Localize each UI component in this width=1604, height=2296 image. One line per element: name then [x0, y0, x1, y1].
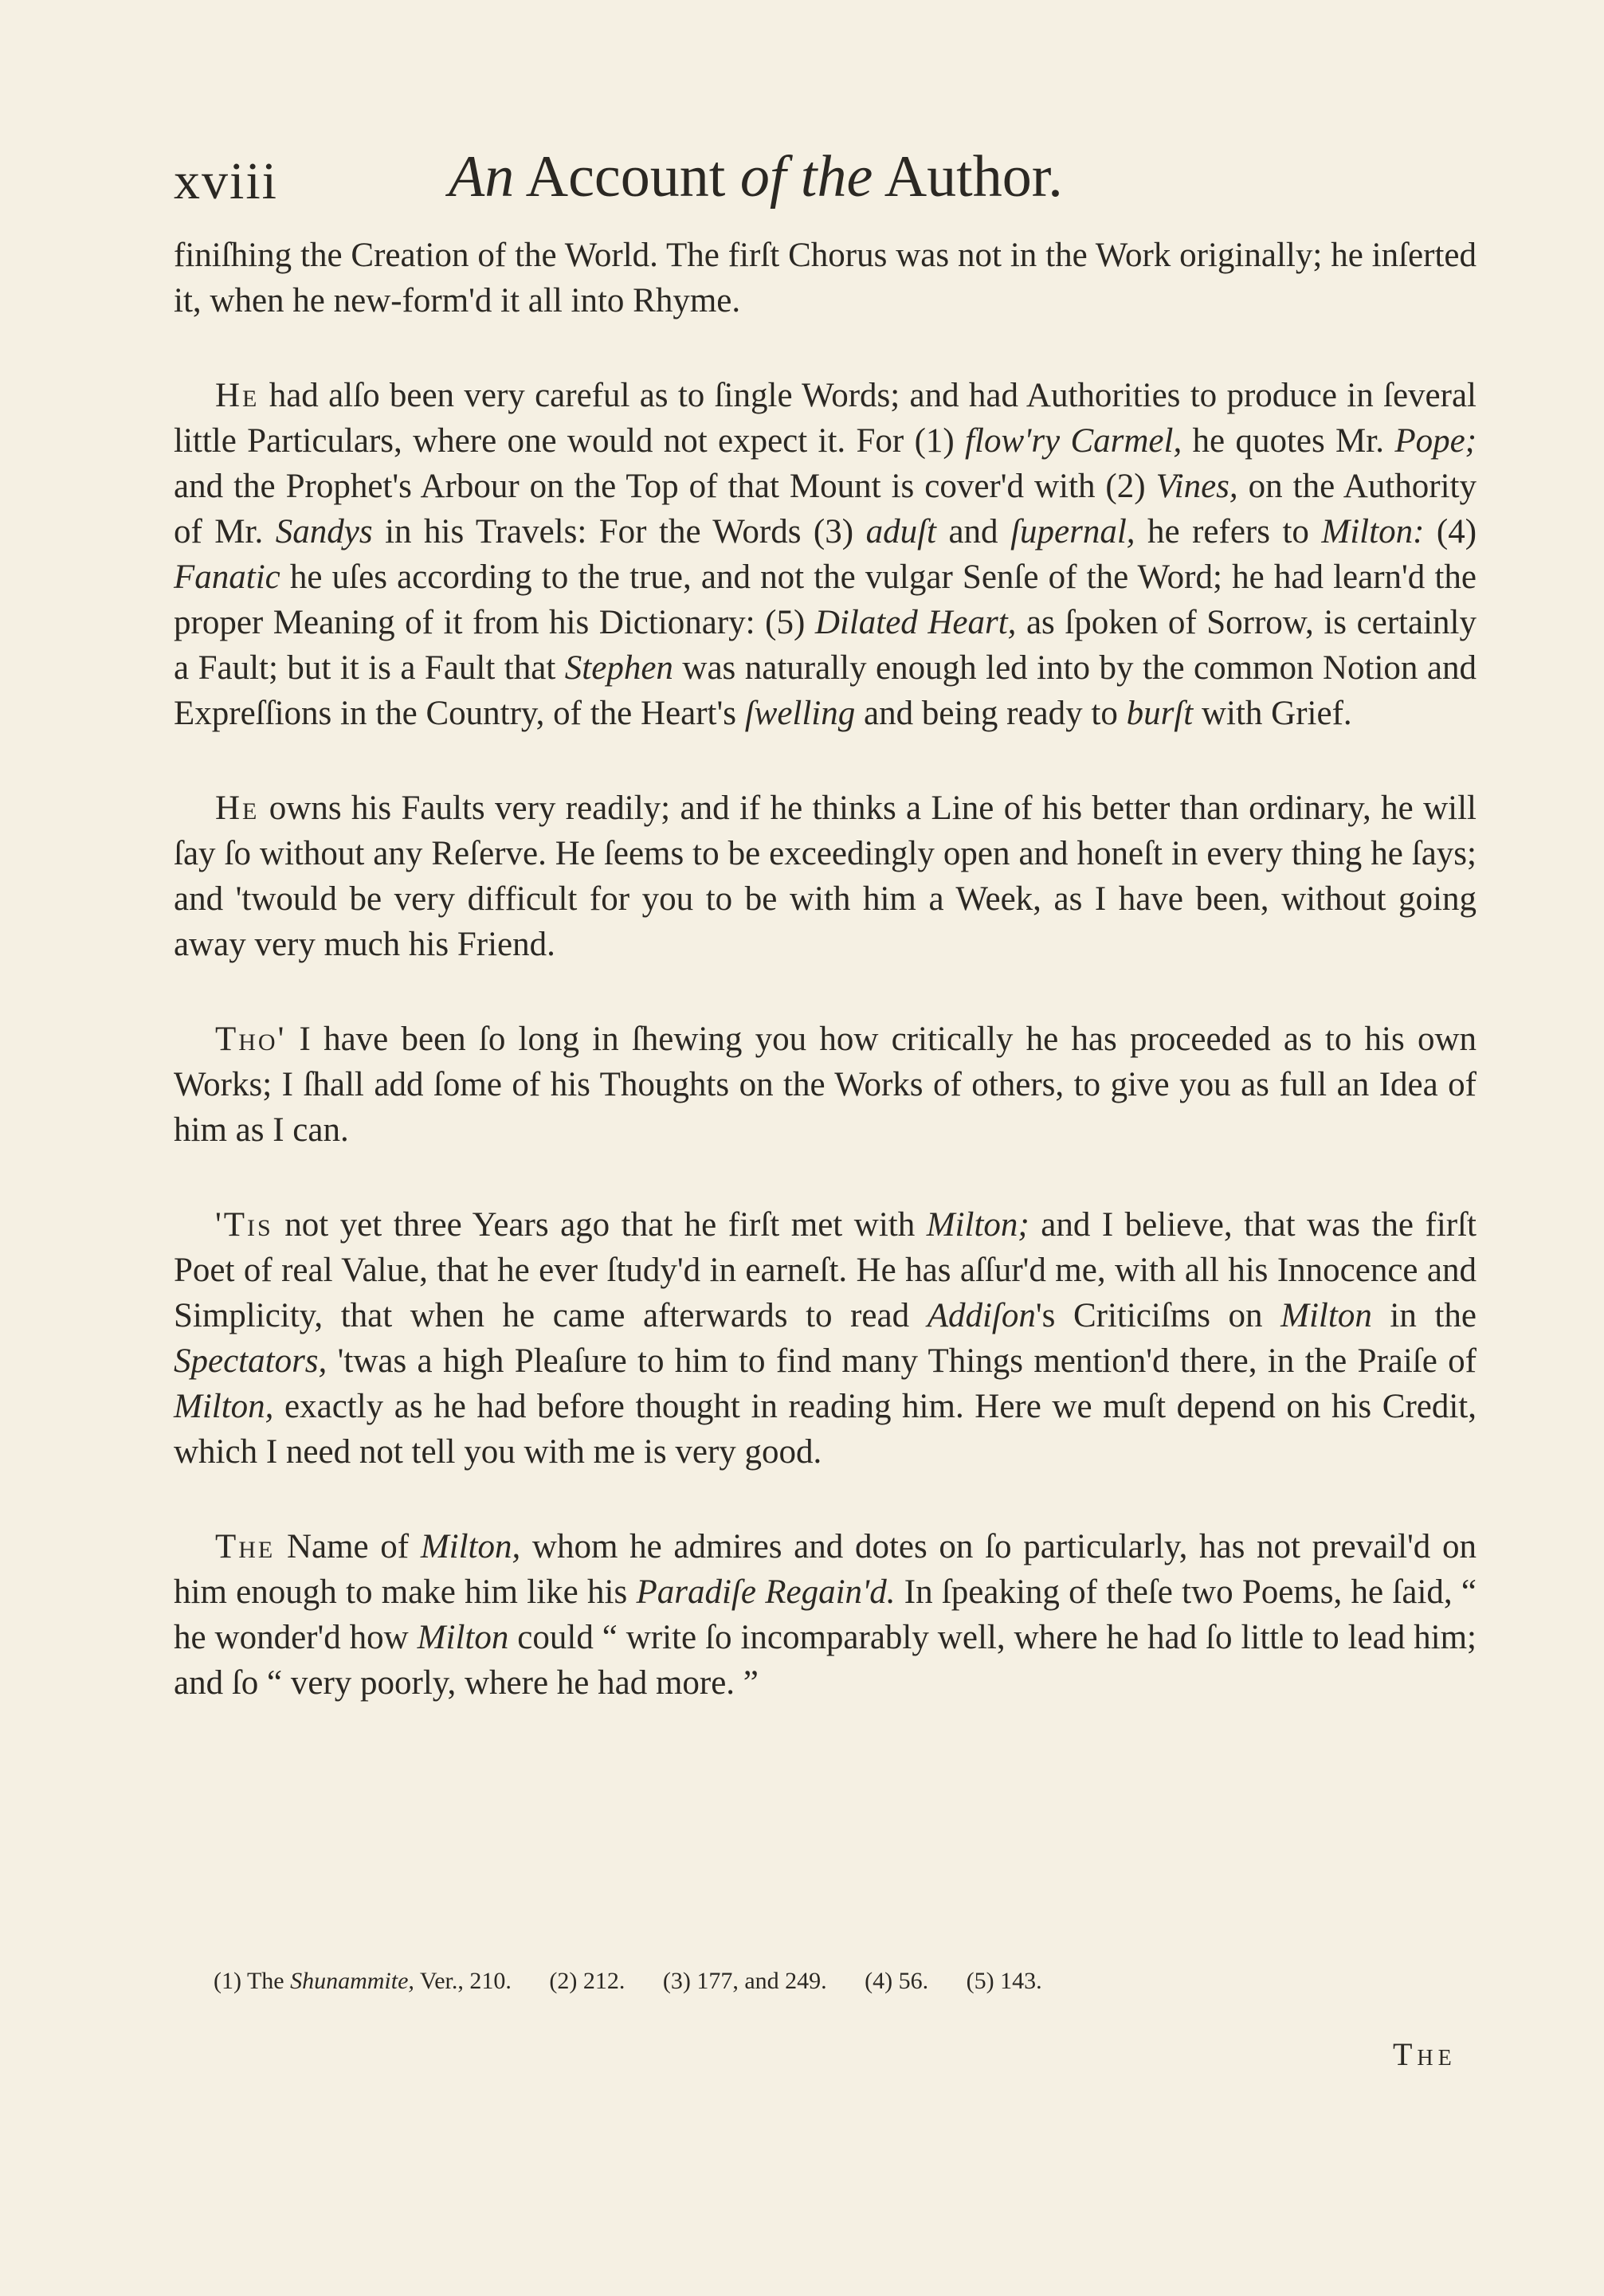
text-run: he uſes according to the true, and not the vulgar Senſe of the Word; he had learn'd the proper Meaning of it from his Dictionary: (5) [174, 558, 1477, 641]
title-author: Author. [884, 144, 1063, 210]
lead-word: He [215, 789, 260, 827]
text-run: and I believe, that was the firſt Poet of real Value, that he ever ſtudy'd in earneſt. He has aſſur'd me, with all his Innocence and Simplicity, that when he came afterwards to read [174, 1206, 1477, 1334]
italic-run: aduſt [865, 513, 936, 550]
footnote-5: (5) 143. [966, 1968, 1042, 1994]
italic-run: Paradiſe Regain'd. [636, 1573, 896, 1611]
text-run: he refers to [1135, 513, 1322, 550]
paragraph-1: finiſhing the Creation of the World. The firſt Chorus was not in the Work originally; he inſerted it, when he new-form'd it all into Rhyme. [174, 237, 1477, 319]
lead-word: 'Tis [215, 1206, 273, 1244]
text-run: he quotes Mr. [1182, 422, 1395, 460]
page-number: xviii [174, 152, 279, 210]
footnote-text: Ver., 210. [419, 1968, 512, 1994]
italic-run: Milton, [420, 1528, 521, 1565]
footnotes [214, 1968, 1480, 1995]
italic-run: Milton [417, 1619, 509, 1656]
italic-run: flow'ry Carmel, [965, 422, 1182, 460]
text-run: whom he admires and dotes on ſo particularly, has not prevail'd on him enough to make him like his [174, 1528, 1477, 1611]
italic-run: Fanatic [174, 558, 280, 596]
italic-run: Spectators, [174, 1342, 327, 1380]
paragraph-2 [174, 373, 1477, 736]
italic-run: Addiſon [927, 1297, 1036, 1334]
title-account: Account [525, 144, 726, 210]
text-run: I have been ſo long in ſhewing you how critically he has proceeded as to his own Works; I ſhall add ſome of his Thoughts on the Works of others, to give you as full an Idea of him as I can. [174, 1021, 1477, 1149]
lead-word: The [215, 1528, 276, 1565]
text-run: had alſo been very careful as to ſingle Words; and had Authorities to produce in ſeveral little Particulars, where one would not expect it. For (1) [174, 377, 1477, 460]
italic-run: Milton [1280, 1297, 1372, 1334]
catchword: The [1393, 2036, 1457, 2072]
text-run: on the Authority of Mr. [174, 468, 1477, 550]
title-an: An [449, 144, 515, 210]
text-run: Name of [275, 1528, 421, 1565]
lead-word: Tho' [215, 1021, 287, 1058]
italic-run: Stephen [564, 649, 673, 687]
italic-run: Vines, [1155, 468, 1238, 505]
lead-word: He [215, 377, 260, 414]
footnote-text: The [246, 1968, 284, 1994]
text-run: could “ write ſo incomparably well, where he had ſo little to lead him; and ſo “ very poorly, where he had more. ” [174, 1619, 1477, 1702]
text-run: 'twas a high Pleaſure to him to find many Things mention'd there, in the Praiſe of [327, 1342, 1477, 1380]
text-run: owns his Faults very readily; and if he thinks a Line of his better than ordinary, he will ſay ſo without any Reſerve. He ſeems to be exceedingly open and honeſt in every thing he ſays; and 'twould be very difficult for you to be with him a Week, as I have been, without going away very much his Friend. [174, 789, 1477, 963]
text-run: exactly as he had before thought in reading him. Here we muſt depend on his Credit, which I need not tell you with me is very good. [174, 1388, 1477, 1471]
paragraph-4 [174, 1017, 1477, 1153]
text-run: and the Prophet's Arbour on the Top of that Mount is cover'd with (2) [174, 468, 1156, 505]
text-run: 's Criticiſms on [1035, 1297, 1281, 1334]
text-run: in the [1371, 1297, 1477, 1334]
italic-run: Pope; [1394, 422, 1477, 460]
text-run: in his Travels: For the Words (3) [372, 513, 866, 550]
footnote-1 [214, 1968, 512, 1994]
title-the: the [800, 144, 873, 210]
italic-run: Dilated Heart, [814, 604, 1017, 641]
paragraph-5 [174, 1202, 1477, 1475]
page-header [174, 143, 1480, 239]
title-of: of [739, 144, 786, 210]
italic-run: ſupernal, [1010, 513, 1135, 550]
text-run: not yet three Years ago that he firſt met with [273, 1206, 927, 1244]
text-run: as ſpoken of Sorrow, is certainly a Fault; but it is a Fault that [174, 604, 1477, 687]
italic-run: Sandys [275, 513, 373, 550]
text-run: and being ready to [855, 695, 1127, 732]
running-title [449, 143, 1063, 211]
text-run: (4) [1424, 513, 1477, 550]
footnote-work-title: Shunammite, [290, 1968, 414, 1994]
text-run: and [935, 513, 1011, 550]
italic-run: burſt [1126, 695, 1194, 732]
text-run: In ſpeaking of theſe two Poems, he ſaid, “ he wonder'd how [174, 1573, 1477, 1656]
text-run: with Grief. [1193, 695, 1352, 732]
italic-run: Milton; [926, 1206, 1029, 1244]
footnote-number: (1) [214, 1968, 241, 1994]
paragraph-3 [174, 786, 1477, 967]
text-run: was naturally enough led into by the common Notion and Expreſſions in the Country, of the Heart's [174, 649, 1477, 732]
body-text [174, 233, 1477, 1755]
paragraph-6 [174, 1524, 1477, 1706]
footnote-3: (3) 177, and 249. [662, 1968, 827, 1994]
italic-run: Milton, [174, 1388, 274, 1425]
footnote-4: (4) 56. [865, 1968, 929, 1994]
italic-run: Milton: [1321, 513, 1425, 550]
footnote-2: (2) 212. [549, 1968, 626, 1994]
italic-run: ſwelling [744, 695, 856, 732]
